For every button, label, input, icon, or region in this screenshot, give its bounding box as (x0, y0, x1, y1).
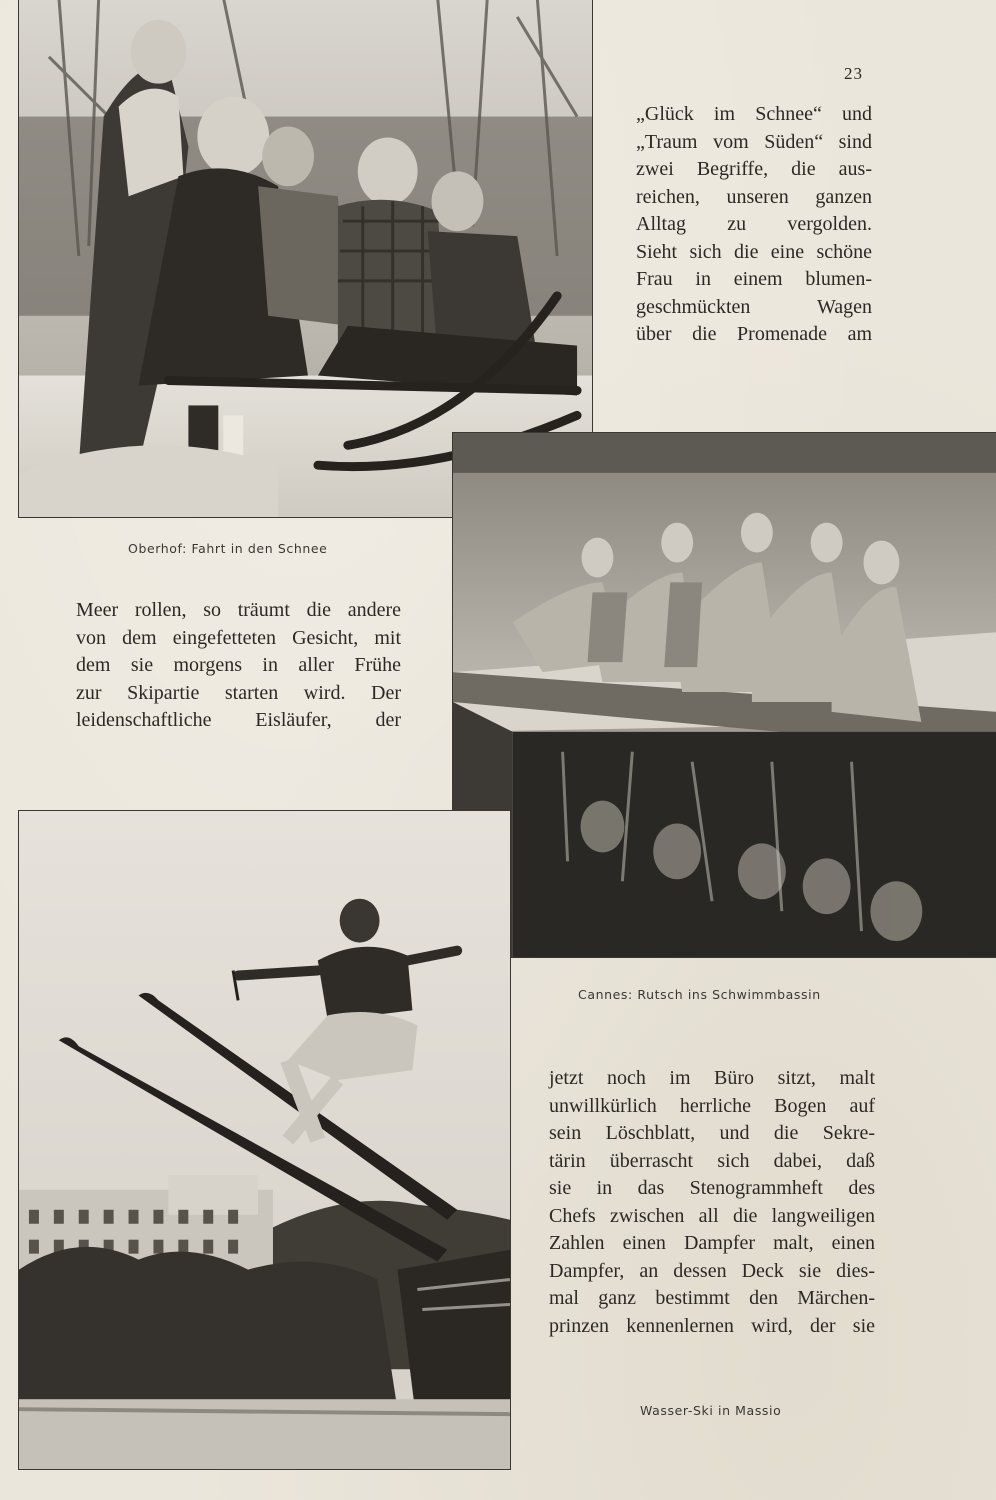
text-block-middle (76, 597, 401, 735)
text-line: zwei Begriffe, die aus- (636, 158, 872, 180)
text-line: sie in das Stenogrammheft des (549, 1177, 875, 1199)
text-line: Zahlen einen Dampfer malt, einen (549, 1232, 875, 1254)
text-line: Sieht sich die eine schöne (636, 240, 872, 263)
text-line: tärin überrascht sich dabei, daß (549, 1149, 875, 1172)
text-line: über die Promenade am (636, 323, 872, 345)
text-block-top (636, 101, 872, 349)
text-line: prinzen kennenlernen wird, der sie (549, 1314, 875, 1337)
page-number: 23 (844, 64, 863, 83)
text-line: sein Löschblatt, und die Sekre- (549, 1122, 875, 1144)
text-line: Frau in einem blumen- (636, 268, 872, 290)
text-line: zur Skipartie starten wird. Der (76, 681, 401, 704)
caption-pool-photo: Cannes: Rutsch ins Schwimmbassin (578, 987, 821, 1002)
text-line: Alltag zu vergolden. (636, 213, 872, 235)
text-line: jetzt noch im Büro sitzt, malt (549, 1067, 875, 1089)
text-line: von dem eingefetteten Gesicht, mit (76, 626, 401, 649)
text-line: „Traum vom Süden“ sind (636, 130, 872, 153)
text-line: mal ganz bestimmt den Märchen- (549, 1287, 875, 1309)
text-line: unwillkürlich herrliche Bogen auf (549, 1094, 875, 1117)
ski-photo-image (19, 811, 510, 1469)
text-line: leidenschaftliche Eisläufer, der (76, 709, 401, 731)
text-line: „Glück im Schnee“ und (636, 103, 872, 125)
photo-pool-women (452, 432, 996, 958)
text-block-bottom (549, 1065, 875, 1340)
text-line: Dampfer, an dessen Deck sie dies- (549, 1259, 875, 1282)
text-line: dem sie morgens in aller Frühe (76, 654, 401, 676)
caption-ski-photo: Wasser-Ski in Massio (640, 1403, 782, 1418)
caption-sled-photo: Oberhof: Fahrt in den Schnee (128, 541, 328, 556)
text-line: reichen, unseren ganzen (636, 185, 872, 208)
text-line: Meer rollen, so träumt die andere (76, 599, 401, 621)
text-line: Chefs zwischen all die langweiligen (549, 1204, 875, 1227)
photo-water-ski (18, 810, 511, 1470)
text-line: geschmückten Wagen (636, 295, 872, 318)
pool-photo-image (453, 433, 996, 957)
